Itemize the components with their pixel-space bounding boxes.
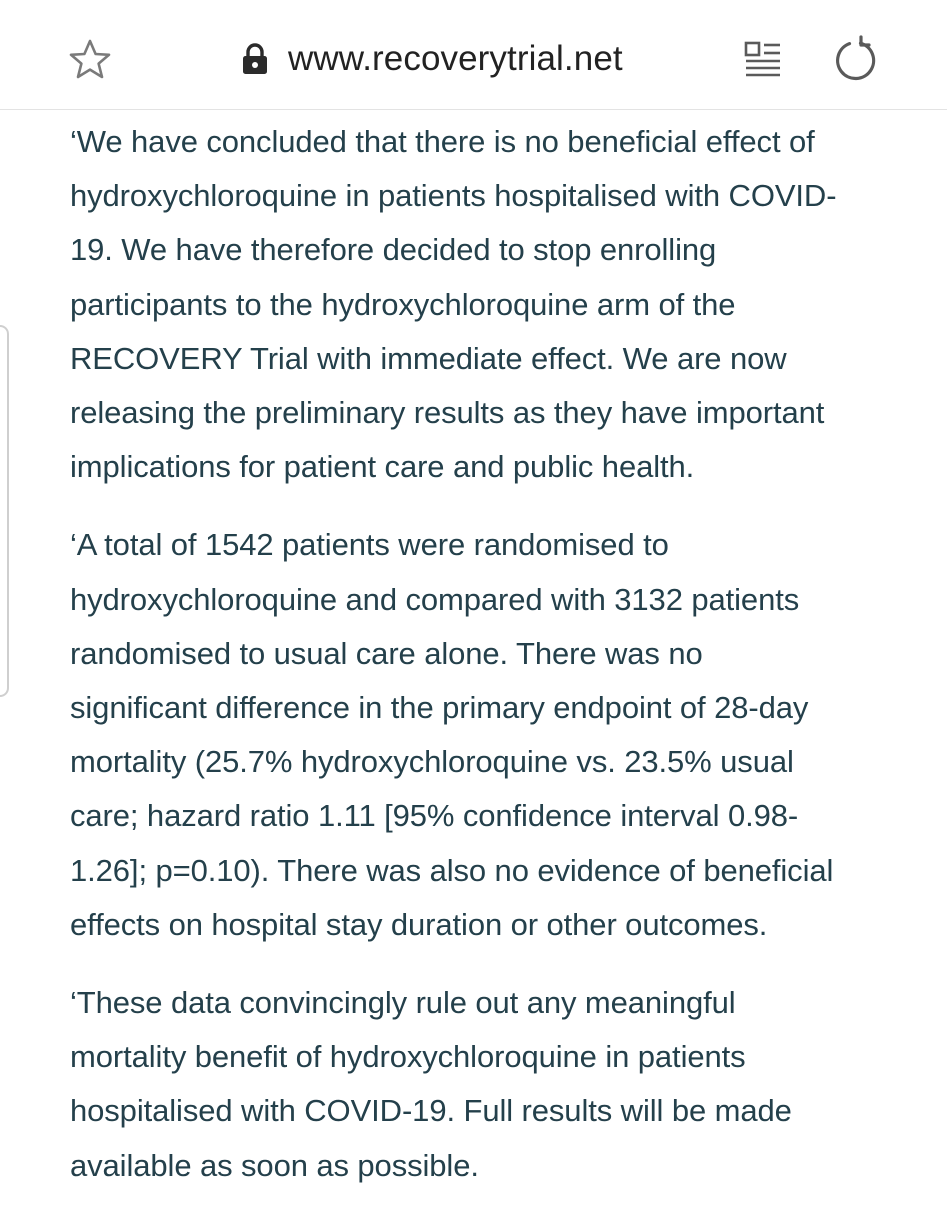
- browser-toolbar: [0, 0, 947, 110]
- side-panel-handle[interactable]: [0, 325, 9, 697]
- reader-mode-button[interactable]: [741, 38, 785, 82]
- reader-mode-icon: [742, 40, 784, 80]
- article-paragraph: ‘These data convincingly rule out any meaningful mortality benefit of hydroxychloroquine in patients hospitalised with COVID-19. Full results will be made available as soon as possible.: [70, 985, 792, 1183]
- article-body: [70, 115, 930, 1217]
- bookmark-star-button[interactable]: [66, 36, 114, 84]
- article-paragraph: ‘We have concluded that there is no beneficial effect of hydroxychloroquine in patients hospitalised with COVID- 19. We have therefore decided to stop enrolling participants to the hydroxychloroquine arm of the RECOVERY Trial with immediate effect. We are now releasing the preliminary results as they have important implications for patient care and public health.: [70, 124, 837, 485]
- star-icon: [67, 37, 113, 83]
- url-text: www.recoverytrial.net: [288, 39, 623, 78]
- lock-icon: [240, 42, 270, 76]
- reload-icon: [830, 34, 882, 86]
- article-paragraph: ‘A total of 1542 patients were randomised to hydroxychloroquine and compared with 3132 patients randomised to usual care alone. There was no significant difference in the primary endpoint of 28-day mortality (25.7% hydroxychloroquine vs. 23.5% usual care; hazard ratio 1.11 [95% confidence interval 0.98- 1.26]; p=0.10). There was also no evidence of beneficial effects on hospital stay duration or other outcomes.: [70, 527, 834, 942]
- address-bar[interactable]: [240, 34, 623, 84]
- reload-button[interactable]: [828, 32, 884, 88]
